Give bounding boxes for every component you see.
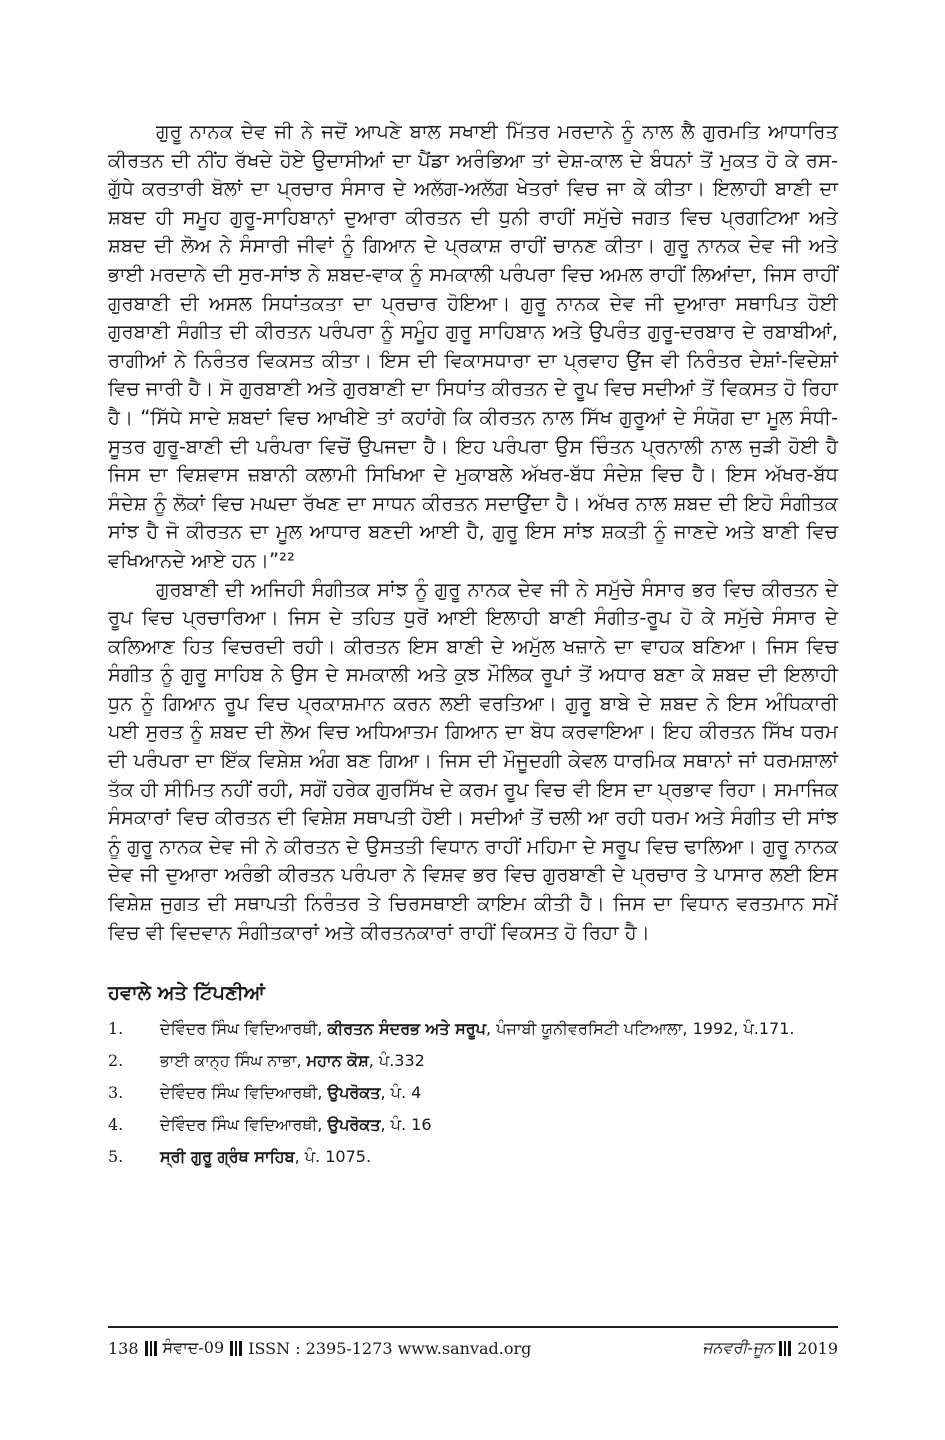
reference-number: 3. — [108, 1083, 124, 1103]
reference-author: ਭਾਈ ਕਾਨ੍ਹ ਸਿੰਘ ਨਾਭਾ, — [160, 1051, 307, 1071]
reference-text — [160, 1112, 838, 1138]
issue-year: 2019 — [797, 1338, 838, 1358]
reference-title: ਕੀਰਤਨ ਸੰਦਰਭ ਅਤੇ ਸਰੂਪ — [327, 1019, 487, 1039]
reference-item — [108, 1016, 838, 1042]
reference-text — [160, 1144, 838, 1170]
issn-website: ISSN : 2395-1273 www.sanvad.org — [248, 1338, 532, 1358]
reference-number: 5. — [108, 1147, 124, 1167]
reference-author: ਦੇਵਿੰਦਰ ਸਿੰਘ ਵਿਦਿਆਰਥੀ, — [160, 1115, 328, 1135]
reference-number: 2. — [108, 1051, 124, 1071]
reference-number: 1. — [108, 1019, 124, 1039]
page-footer — [108, 1326, 838, 1358]
reference-title: ਉਪਰੋਕਤ — [327, 1115, 381, 1135]
reference-details: , ਪੰ. 1075. — [294, 1147, 372, 1167]
page-body — [108, 118, 838, 1176]
reference-details: , ਪੰਜਾਬੀ ਯੂਨੀਵਰਸਿਟੀ ਪਟਿਆਲਾ, 1992, ਪੰ.171. — [486, 1019, 795, 1039]
footer-right — [702, 1338, 838, 1358]
reference-author: ਦੇਵਿੰਦਰ ਸਿੰਘ ਵਿਦਿਆਰਥੀ, — [160, 1083, 328, 1103]
page-number: 138 — [108, 1338, 139, 1358]
reference-details: , ਪੰ.332 — [368, 1051, 425, 1071]
references-list — [108, 1016, 838, 1170]
reference-text — [160, 1048, 838, 1074]
reference-number: 4. — [108, 1115, 124, 1135]
reference-details: , ਪੰ. 16 — [380, 1115, 432, 1135]
reference-item — [108, 1144, 838, 1170]
reference-item — [108, 1048, 838, 1074]
reference-text — [160, 1016, 838, 1042]
separator-bars-icon — [230, 1341, 242, 1356]
reference-title: ਉਪਰੋਕਤ — [327, 1083, 381, 1103]
reference-details: , ਪੰ. 4 — [380, 1083, 422, 1103]
reference-text — [160, 1080, 838, 1106]
reference-item — [108, 1112, 838, 1138]
references-heading: ਹਵਾਲੇ ਅਤੇ ਟਿੱਪਣੀਆਂ — [108, 981, 265, 1005]
reference-item — [108, 1080, 838, 1106]
journal-issue: ਸੰਵਾਦ-09 — [162, 1338, 225, 1357]
reference-title: ਸ੍ਰੀ ਗੁਰੂ ਗ੍ਰੰਥ ਸਾਹਿਬ — [160, 1147, 295, 1167]
separator-bars-icon — [145, 1341, 157, 1356]
footer-left — [108, 1338, 531, 1358]
separator-bars-icon — [779, 1341, 791, 1356]
reference-title: ਮਹਾਨ ਕੋਸ਼ — [306, 1051, 369, 1071]
issue-period: ਜਨਵਰੀ-ਜੂਨ — [702, 1338, 774, 1357]
paragraph-1: ਗੁਰੂ ਨਾਨਕ ਦੇਵ ਜੀ ਨੇ ਜਦੋਂ ਆਪਣੇ ਬਾਲ ਸਖਾਈ ਮਿੱਤਰ ਮਰਦਾਨੇ ਨੂੰ ਨਾਲ ਲੈ ਗੁਰਮਤਿ ਆਧਾਰਿਤ ਕੀਰਤਨ ਦੀ ਨੀਂਹ ਰੱਖਦੇ ਹੋਏ ਉਦਾਸੀਆਂ ਦਾ ਪੈਂਡਾ ਅਰੰਭਿਆ ਤਾਂ ਦੇਸ਼-ਕਾਲ ਦੇ ਬੰਧਨਾਂ ਤੋਂ ਮੁਕਤ ਹੋ ਕੇ ਰਸ-ਗੁੱਧੇ ਕਰਤਾਰੀ ਬੋਲਾਂ ਦਾ ਪ੍ਰਚਾਰ ਸੰਸਾਰ ਦੇ ਅਲੱਗ-ਅਲੱਗ ਖੇਤਰਾਂ ਵਿਚ ਜਾ ਕੇ ਕੀਤਾ। ਇਲਾਹੀ ਬਾਣੀ ਦਾ ਸ਼ਬਦ ਹੀ ਸਮੂਹ ਗੁਰੂ-ਸਾਹਿਬਾਨਾਂ ਦੁਆਰਾ ਕੀਰਤਨ ਦੀ ਧੁਨੀ ਰਾਹੀਂ ਸਮੁੱਚੇ ਜਗਤ ਵਿਚ ਪ੍ਰਗਟਿਆ ਅਤੇ ਸ਼ਬਦ ਦੀ ਲੋਅ ਨੇ ਸੰਸਾਰੀ ਜੀਵਾਂ ਨੂੰ ਗਿਆਨ ਦੇ ਪ੍ਰਕਾਸ਼ ਰਾਹੀਂ ਚਾਨਣ ਕੀਤਾ। ਗੁਰੂ ਨਾਨਕ ਦੇਵ ਜੀ ਅਤੇ ਭਾਈ ਮਰਦਾਨੇ ਦੀ ਸੁਰ-ਸਾਂਝ ਨੇ ਸ਼ਬਦ-ਵਾਕ ਨੂੰ ਸਮਕਾਲੀ ਪਰੰਪਰਾ ਵਿਚ ਅਮਲ ਰਾਹੀਂ ਲਿਆਂਦਾ, ਜਿਸ ਰਾਹੀਂ ਗੁਰਬਾਣੀ ਦੀ ਅਸਲ ਸਿਧਾਂਤਕਤਾ ਦਾ ਪ੍ਰਚਾਰ ਹੋਇਆ। ਗੁਰੂ ਨਾਨਕ ਦੇਵ ਜੀ ਦੁਆਰਾ ਸਥਾਪਿਤ ਹੋਈ ਗੁਰਬਾਣੀ ਸੰਗੀਤ ਦੀ ਕੀਰਤਨ ਪਰੰਪਰਾ ਨੂੰ ਸਮੂੰਹ ਗੁਰੂ ਸਾਹਿਬਾਨ ਅਤੇ ਉਪਰੰਤ ਗੁਰੂ-ਦਰਬਾਰ ਦੇ ਰਬਾਬੀਆਂ, ਰਾਗੀਆਂ ਨੇ ਨਿਰੰਤਰ ਵਿਕਸਤ ਕੀਤਾ। ਇਸ ਦੀ ਵਿਕਾਸਧਾਰਾ ਦਾ ਪ੍ਰਵਾਹ ਉਂਜ ਵੀ ਨਿਰੰਤਰ ਦੇਸ਼ਾਂ-ਵਿਦੇਸ਼ਾਂ ਵਿਚ ਜਾਰੀ ਹੈ। ਸੋ ਗੁਰਬਾਣੀ ਅਤੇ ਗੁਰਬਾਣੀ ਦਾ ਸਿਧਾਂਤ ਕੀਰਤਨ ਦੇ ਰੂਪ ਵਿਚ ਸਦੀਆਂ ਤੋਂ ਵਿਕਸਤ ਹੋ ਰਿਹਾ ਹੈ। “ਸਿੱਧੇ ਸਾਦੇ ਸ਼ਬਦਾਂ ਵਿਚ ਆਖੀਏ ਤਾਂ ਕਹਾਂਗੇ ਕਿ ਕੀਰਤਨ ਨਾਲ ਸਿੱਖ ਗੁਰੂਆਂ ਦੇ ਸੰਯੋਗ ਦਾ ਮੂਲ ਸੰਧੀ-ਸੂਤਰ ਗੁਰੂ-ਬਾਣੀ ਦੀ ਪਰੰਪਰਾ ਵਿਚੋਂ ਉਪਜਦਾ ਹੈ। ਇਹ ਪਰੰਪਰਾ ਉਸ ਚਿੰਤਨ ਪ੍ਰਨਾਲੀ ਨਾਲ ਜੁੜੀ ਹੋਈ ਹੈ ਜਿਸ ਦਾ ਵਿਸ਼ਵਾਸ ਜ਼ਬਾਨੀ ਕਲਾਮੀ ਸਿਖਿਆ ਦੇ ਮੁਕਾਬਲੇ ਅੱਖਰ-ਬੱਧ ਸੰਦੇਸ਼ ਵਿਚ ਹੈ। ਇਸ ਅੱਖਰ-ਬੱਧ ਸੰਦੇਸ਼ ਨੂੰ ਲੋਕਾਂ ਵਿਚ ਮਘਦਾ ਰੱਖਣ ਦਾ ਸਾਧਨ ਕੀਰਤਨ ਸਦਾਉਂਦਾ ਹੈ। ਅੱਖਰ ਨਾਲ ਸ਼ਬਦ ਦੀ ਇਹੋ ਸੰਗੀਤਕ ਸਾਂਝ ਹੈ ਜੋ ਕੀਰਤਨ ਦਾ ਮੂਲ ਆਧਾਰ ਬਣਦੀ ਆਈ ਹੈ, ਗੁਰੂ ਇਸ ਸਾਂਝ ਸ਼ਕਤੀ ਨੂੰ ਜਾਣਦੇ ਅਤੇ ਬਾਣੀ ਵਿਚ ਵਖਿਆਨਦੇ ਆਏ ਹਨ।”²² — [108, 120, 838, 572]
reference-author: ਦੇਵਿੰਦਰ ਸਿੰਘ ਵਿਦਿਆਰਥੀ, — [160, 1019, 328, 1039]
paragraph-2: ਗੁਰਬਾਣੀ ਦੀ ਅਜਿਹੀ ਸੰਗੀਤਕ ਸਾਂਝ ਨੂੰ ਗੁਰੂ ਨਾਨਕ ਦੇਵ ਜੀ ਨੇ ਸਮੁੱਚੇ ਸੰਸਾਰ ਭਰ ਵਿਚ ਕੀਰਤਨ ਦੇ ਰੂਪ ਵਿਚ ਪ੍ਰਚਾਰਿਆ। ਜਿਸ ਦੇ ਤਹਿਤ ਧੁਰੋਂ ਆਈ ਇਲਾਹੀ ਬਾਣੀ ਸੰਗੀਤ-ਰੂਪ ਹੋ ਕੇ ਸਮੁੱਚੇ ਸੰਸਾਰ ਦੇ ਕਲਿਆਣ ਹਿਤ ਵਿਚਰਦੀ ਰਹੀ। ਕੀਰਤਨ ਇਸ ਬਾਣੀ ਦੇ ਅਮੁੱਲ ਖਜ਼ਾਨੇ ਦਾ ਵਾਹਕ ਬਣਿਆ। ਜਿਸ ਵਿਚ ਸੰਗੀਤ ਨੂੰ ਗੁਰੂ ਸਾਹਿਬ ਨੇ ਉਸ ਦੇ ਸਮਕਾਲੀ ਅਤੇ ਕੁਝ ਮੌਲਿਕ ਰੂਪਾਂ ਤੋਂ ਅਧਾਰ ਬਣਾ ਕੇ ਸ਼ਬਦ ਦੀ ਇਲਾਹੀ ਧੁਨ ਨੂੰ ਗਿਆਨ ਰੂਪ ਵਿਚ ਪ੍ਰਕਾਸ਼ਮਾਨ ਕਰਨ ਲਈ ਵਰਤਿਆ। ਗੁਰੂ ਬਾਬੇ ਦੇ ਸ਼ਬਦ ਨੇ ਇਸ ਅੰਧਿਕਾਰੀ ਪਈ ਸੁਰਤ ਨੂੰ ਸ਼ਬਦ ਦੀ ਲੋਅ ਵਿਚ ਅਧਿਆਤਮ ਗਿਆਨ ਦਾ ਬੋਧ ਕਰਵਾਇਆ। ਇਹ ਕੀਰਤਨ ਸਿੱਖ ਧਰਮ ਦੀ ਪਰੰਪਰਾ ਦਾ ਇੱਕ ਵਿਸ਼ੇਸ਼ ਅੰਗ ਬਣ ਗਿਆ। ਜਿਸ ਦੀ ਮੌਜੂਦਗੀ ਕੇਵਲ ਧਾਰਮਿਕ ਸਥਾਨਾਂ ਜਾਂ ਧਰਮਸ਼ਾਲਾਂ ਤੱਕ ਹੀ ਸੀਮਿਤ ਨਹੀਂ ਰਹੀ, ਸਗੋਂ ਹਰੇਕ ਗੁਰਸਿੱਖ ਦੇ ਕਰਮ ਰੂਪ ਵਿਚ ਵੀ ਇਸ ਦਾ ਪ੍ਰਭਾਵ ਰਿਹਾ। ਸਮਾਜਿਕ ਸੰਸਕਾਰਾਂ ਵਿਚ ਕੀਰਤਨ ਦੀ ਵਿਸ਼ੇਸ਼ ਸਥਾਪਤੀ ਹੋਈ। ਸਦੀਆਂ ਤੋਂ ਚਲੀ ਆ ਰਹੀ ਧਰਮ ਅਤੇ ਸੰਗੀਤ ਦੀ ਸਾਂਝ ਨੂੰ ਗੁਰੂ ਨਾਨਕ ਦੇਵ ਜੀ ਨੇ ਕੀਰਤਨ ਦੇ ਉਸਤਤੀ ਵਿਧਾਨ ਰਾਹੀਂ ਮਹਿਮਾ ਦੇ ਸਰੂਪ ਵਿਚ ਢਾਲਿਆ। ਗੁਰੂ ਨਾਨਕ ਦੇਵ ਜੀ ਦੁਆਰਾ ਅਰੰਭੀ ਕੀਰਤਨ ਪਰੰਪਰਾ ਨੇ ਵਿਸ਼ਵ ਭਰ ਵਿਚ ਗੁਰਬਾਣੀ ਦੇ ਪ੍ਰਚਾਰ ਤੇ ਪਾਸਾਰ ਲਈ ਇਸ ਵਿਸ਼ੇਸ਼ ਜੁਗਤ ਦੀ ਸਥਾਪਤੀ ਨਿਰੰਤਰ ਤੇ ਚਿਰਸਥਾਈ ਕਾਇਮ ਕੀਤੀ ਹੈ। ਜਿਸ ਦਾ ਵਿਧਾਨ ਵਰਤਮਾਨ ਸਮੇਂ ਵਿਚ ਵੀ ਵਿਦਵਾਨ ਸੰਗੀਤਕਾਰਾਂ ਅਤੇ ਕੀਰਤਨਕਾਰਾਂ ਰਾਹੀਂ ਵਿਕਸਤ ਹੋ ਰਿਹਾ ਹੈ। — [108, 577, 838, 944]
